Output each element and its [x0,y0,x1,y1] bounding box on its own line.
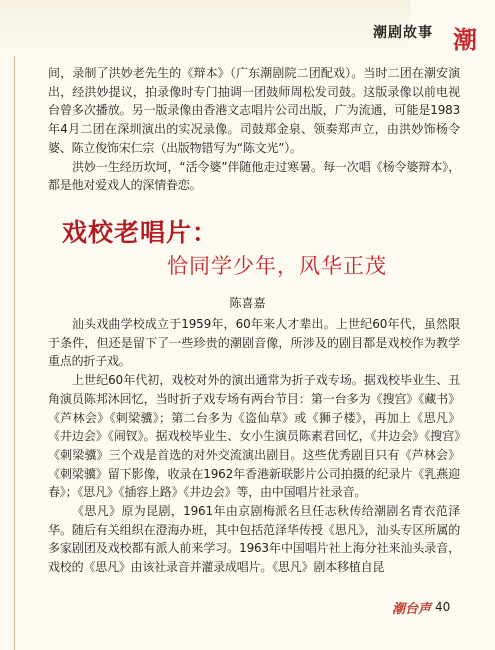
article-paragraph-1: 汕头戏曲学校成立于1959年，60年来人才辈出。上世纪60年代，虽然限于条件，但还是留下了一些珍贵的潮剧音像，所涉及的剧目都是戏校作为教学重点的折子戏。 [48,317,460,369]
article-body [48,315,460,577]
section-title: 潮剧故事 [373,25,433,41]
left-margin-rule [14,0,15,650]
article-title: 戏校老唱片： [62,218,219,247]
article-paragraph-3: 《思凡》原为昆剧，1961年由京剧梅派名旦任志秋传给潮剧名青衣范泽华。随后有关组织在澄海办班，其中包括范泽华传授《思凡》，汕头专区所属的多家剧团及戏校都有派人前来学习。1963年中国唱片社上海分社来汕头录音，戏校的《思凡》由该社录音并灌录成唱片。《思凡》剧本移植自昆 [48,504,460,575]
header-band [0,0,410,56]
top-paragraph-closing: 洪妙一生经历坎坷，“活令婆”伴随他走过寒暑。每一次唱《杨令婆辩本》，都是他对爱戏人的深情眷恋。 [48,159,460,193]
article-paragraph-2: 上世纪60年代初，戏校对外的演出通常为折子戏专场。据戏校毕业生、丑角演员陈邦沐回忆，当时折子戏专场有两台节目：第一台多为《搜宫》《藏书》《芦林会》《刺梁骥》；第二台多为《盗仙草》或《狮子楼》，再加上《思凡》《井边会》《闹钗》。据戏校毕业生、女小生演员陈素君回忆，《井边会》《搜宫》《刺梁骥》三个戏是首选的对外交流演出剧目。这些优秀剧目只有《芦林会》《刺梁骥》留下影像，收录在1962年香港新联影片公司拍摄的纪录片《乳燕迎春》；《思凡》《插容上路》《井边会》等，由中国唱片社录音。 [48,373,460,500]
footer-logo: 潮台声 [392,602,432,617]
section-logo-icon: 潮 [453,24,477,54]
article-author: 陈喜嘉 [229,296,266,310]
article-subtitle: 恰同学少年，风华正茂 [167,254,387,278]
top-text-block [48,64,460,195]
top-paragraph-continuation: 间，录制了洪妙老先生的《辩本》（广东潮剧院二团配戏）。当时二团在潮安演出，经洪妙提议，拍录像时专门抽调一团鼓师周松发司鼓。这版录像以前电视台曾多次播放。另一版录像由香港文志唱片公司出版，广为流通，可能是1983年4月二团在深圳演出的实况录像。司鼓郑金泉、领奏郑声立，由洪妙饰杨令婆、陈立俊饰宋仁宗（出版物错写为“陈文光”）。 [48,66,460,155]
page-number: 40 [435,600,451,614]
